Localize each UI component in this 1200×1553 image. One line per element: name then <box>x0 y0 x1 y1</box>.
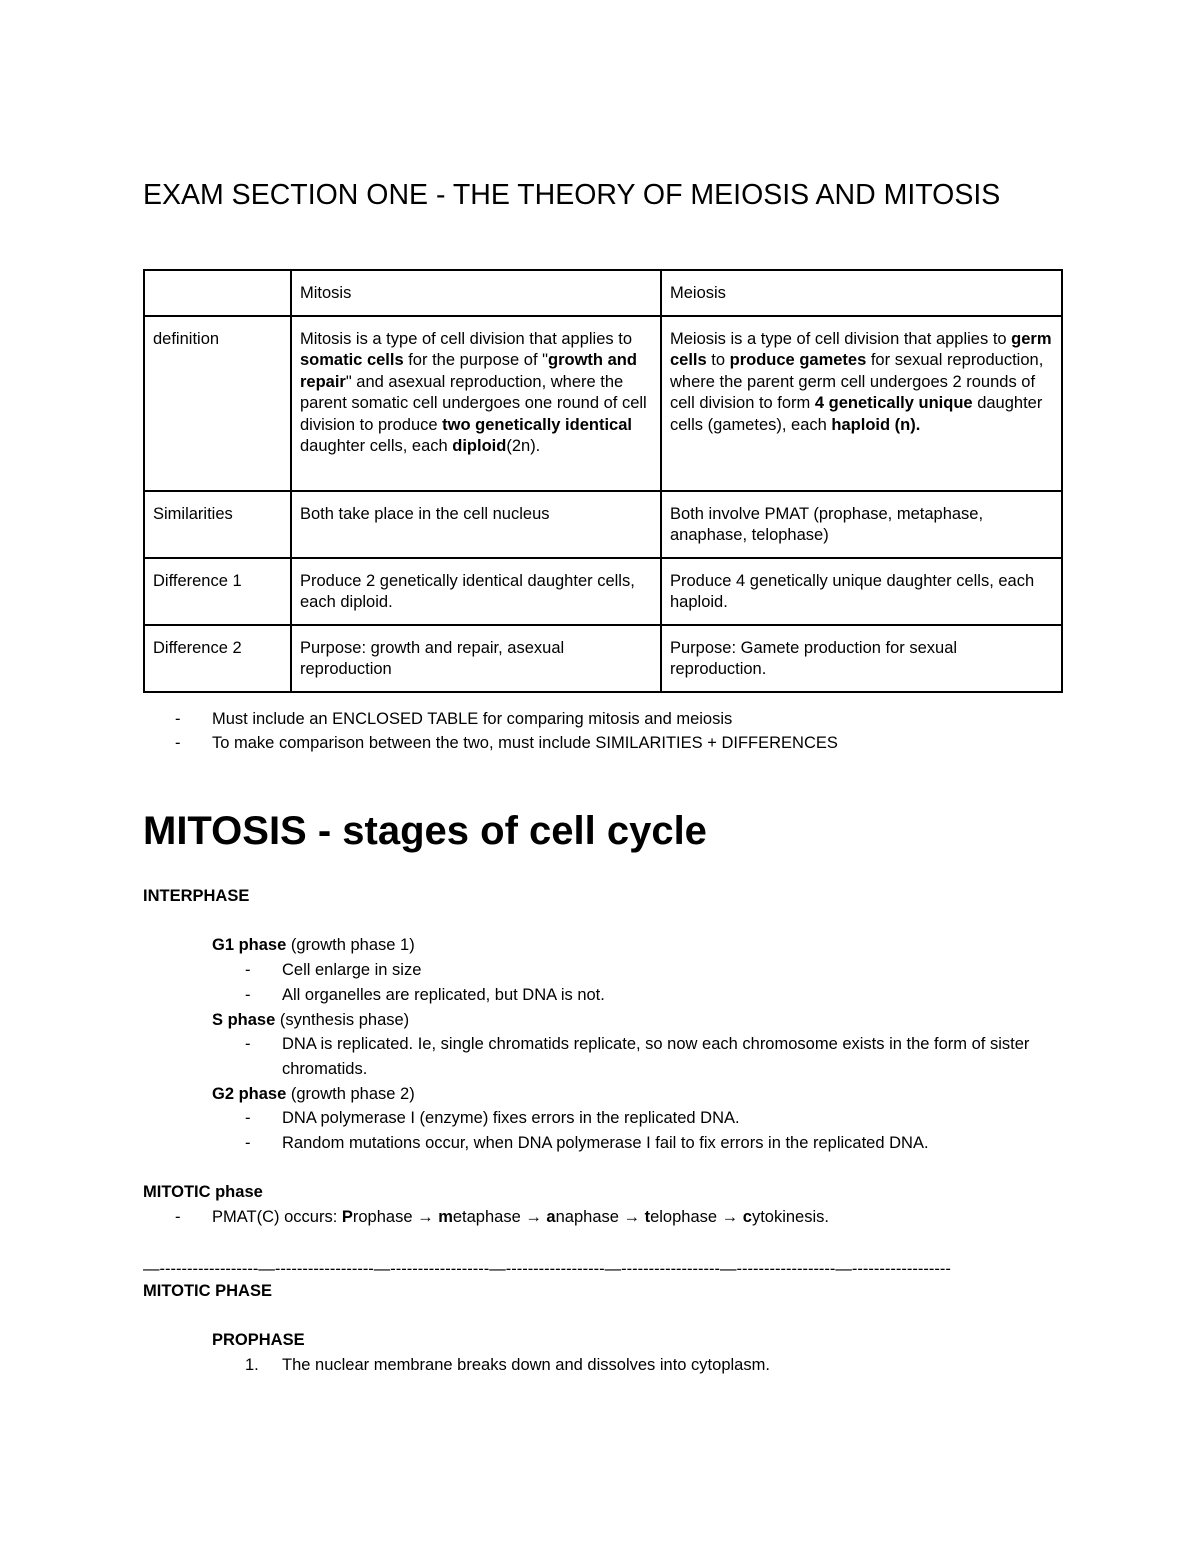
table-row <box>144 491 1062 558</box>
list-item <box>143 958 1061 983</box>
notes-list <box>143 707 1061 755</box>
text-span: Meiosis is a type of cell division that applies to <box>670 329 1012 348</box>
list-item-text: Random mutations occur, when DNA polymerase I fail to fix errors in the replicated DNA. <box>282 1134 929 1153</box>
meiosis-definition-cell <box>661 316 1062 491</box>
bold-text: two genetically identical <box>442 415 632 434</box>
g2-phase-heading <box>143 1082 1061 1107</box>
bold-text: growth and repair <box>300 351 637 391</box>
dash-marker: - <box>175 1208 181 1227</box>
bold-text: produce gametes <box>729 351 867 369</box>
list-item <box>143 1205 1061 1230</box>
bold-letter: c <box>742 1208 752 1227</box>
spacer <box>143 1156 1061 1181</box>
table-cell: Produce 2 genetically identical daughter cells, each diploid. <box>291 558 661 625</box>
text-span: naphase → <box>555 1208 645 1227</box>
list-item-text: DNA polymerase I (enzyme) fixes errors in the replicated DNA. <box>282 1109 740 1128</box>
row-label: definition <box>144 316 291 491</box>
table-header-cell <box>144 270 291 316</box>
table-cell: Purpose: growth and repair, asexual reproduction <box>291 625 661 692</box>
s-phase-heading <box>143 1008 1061 1033</box>
phase-desc: (synthesis phase) <box>275 1010 410 1029</box>
mitosis-definition-cell <box>291 316 661 491</box>
table-row <box>144 316 1062 491</box>
bold-letter: m <box>438 1208 453 1227</box>
bold-text: germ cells <box>670 329 1052 369</box>
number-marker: 1. <box>245 1356 259 1375</box>
dash-marker: - <box>245 1109 251 1128</box>
phase-desc: (growth phase 1) <box>286 936 415 955</box>
text-span: for the purpose of " <box>403 351 548 369</box>
mitotic-phase-title: MITOTIC PHASE <box>143 1282 272 1300</box>
list-item <box>143 1131 1061 1156</box>
list-item <box>143 731 1061 755</box>
dash-marker: - <box>245 1035 251 1054</box>
text-span: daughter cells (gametes), each <box>670 394 1043 434</box>
row-label: Difference 1 <box>144 558 291 625</box>
g1-phase-heading <box>143 933 1061 958</box>
bold-letter: P <box>341 1208 353 1227</box>
table-row <box>144 625 1062 692</box>
bold-text: diploid <box>452 437 507 455</box>
table-cell: Produce 4 genetically unique daughter cells, each haploid. <box>661 558 1062 625</box>
list-item <box>143 1032 1061 1081</box>
phase-name: G1 phase <box>212 936 287 955</box>
table-cell: Both take place in the cell nucleus <box>291 491 661 558</box>
text-span: to <box>706 351 730 369</box>
list-item <box>143 983 1061 1008</box>
text-span: ytokinesis. <box>751 1208 829 1227</box>
table-header-cell: Meiosis <box>661 270 1062 316</box>
table-cell: Purpose: Gamete production for sexual reproduction. <box>661 625 1062 692</box>
dash-marker: - <box>245 961 251 980</box>
phase-name: S phase <box>212 1010 276 1029</box>
text-span: Mitosis is a type of cell division that applies to <box>300 329 632 348</box>
list-item-text: To make comparison between the two, must include SIMILARITIES + DIFFERENCES <box>212 734 838 752</box>
spacer <box>143 909 1061 934</box>
table-cell: Both involve PMAT (prophase, metaphase, anaphase, telophase) <box>661 491 1062 558</box>
list-item <box>143 1353 1061 1378</box>
spacer <box>143 1304 1061 1329</box>
table-header-cell: Mitosis <box>291 270 661 316</box>
bold-letter: a <box>546 1208 556 1227</box>
text-span: " and asexual reproduction, where the parent somatic cell undergoes one round of cell division to produce <box>300 372 647 434</box>
row-label: Difference 2 <box>144 625 291 692</box>
text-span: for sexual reproduction, where the parent germ cell undergoes 2 rounds of cell division to form <box>670 351 1044 412</box>
list-item-text: DNA is replicated. Ie, single chromatids replicate, so now each chromosome exists in the form of sister chromatids. <box>282 1035 1030 1078</box>
text-span: PMAT(C) occurs: <box>212 1208 342 1227</box>
cell-cycle-section <box>143 884 1061 1230</box>
bold-letter: t <box>644 1208 651 1227</box>
comparison-table <box>143 269 1063 693</box>
prophase-title: PROPHASE <box>212 1331 305 1350</box>
bold-text: somatic cells <box>300 351 404 369</box>
dash-marker: - <box>175 710 181 728</box>
bold-text: 4 genetically unique <box>814 394 973 412</box>
dash-marker: - <box>175 734 181 752</box>
list-item <box>143 1106 1061 1131</box>
list-item-text: The nuclear membrane breaks down and dissolves into cytoplasm. <box>282 1356 770 1375</box>
section-heading: EXAM SECTION ONE - THE THEORY OF MEIOSIS AND MITOSIS <box>143 179 1001 211</box>
text-span: rophase → <box>352 1208 439 1227</box>
bold-text: haploid (n). <box>831 415 921 434</box>
interphase-title: INTERPHASE <box>143 887 250 905</box>
text-span: elophase → <box>650 1208 743 1227</box>
mitosis-heading: MITOSIS - stages of cell cycle <box>143 809 707 853</box>
dash-marker: - <box>245 985 251 1004</box>
text-span: etaphase → <box>452 1208 547 1227</box>
phase-desc: (growth phase 2) <box>286 1084 415 1103</box>
phase-name: G2 phase <box>212 1084 287 1103</box>
mitotic-phase-section <box>143 1279 1061 1378</box>
row-label: Similarities <box>144 491 291 558</box>
list-item-text: All organelles are replicated, but DNA is not. <box>282 985 605 1004</box>
table-row <box>144 558 1062 625</box>
divider-line: —------------------—------------------—------------------—------------------—------------------—------------------—------------------ <box>143 1260 951 1278</box>
table-header-row <box>144 270 1062 316</box>
text-span: daughter cells, each <box>300 437 453 455</box>
list-item-text: Must include an ENCLOSED TABLE for comparing mitosis and meiosis <box>212 710 733 728</box>
dash-marker: - <box>245 1134 251 1153</box>
text-span: (2n). <box>506 437 541 455</box>
list-item <box>143 707 1061 731</box>
mitotic-title: MITOTIC phase <box>143 1183 263 1202</box>
list-item-text: Cell enlarge in size <box>282 961 422 980</box>
